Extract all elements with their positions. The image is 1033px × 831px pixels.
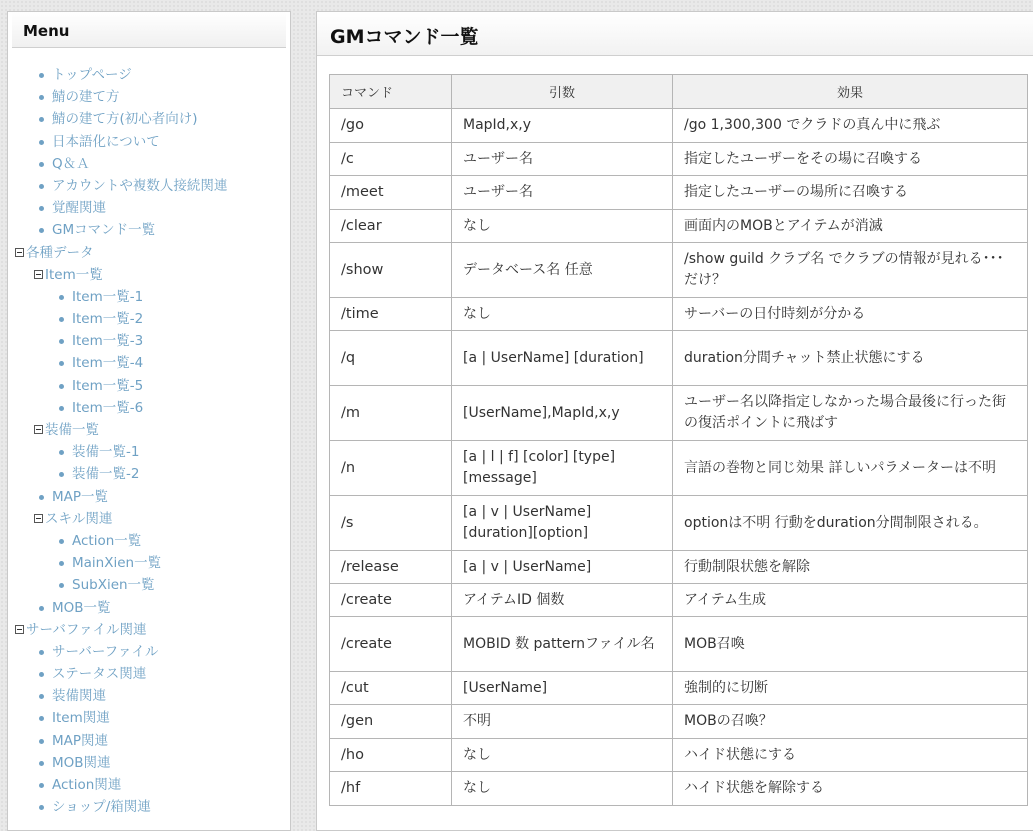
table-row: [330, 617, 1028, 672]
cell-effect: アイテム生成: [673, 584, 1028, 617]
gm-command-table: [329, 74, 1028, 806]
sidebar-section[interactable]: [8, 619, 290, 641]
sidebar-item[interactable]: [8, 86, 290, 108]
table-header-row: [330, 75, 1028, 109]
cell-command: /ho: [330, 739, 452, 772]
cell-effect: サーバーの日付時刻が分かる: [673, 298, 1028, 331]
sidebar-item[interactable]: [8, 308, 290, 330]
sidebar-title: Menu: [12, 12, 286, 48]
bullet-icon: [39, 95, 44, 100]
sidebar-item-label: 各種データ: [26, 244, 94, 261]
bullet-icon: [39, 184, 44, 189]
cell-args: 不明: [452, 705, 673, 739]
sidebar-item-label: MAP関連: [52, 732, 109, 749]
sidebar-item[interactable]: [8, 197, 290, 219]
cell-effect: MOB召喚: [673, 617, 1028, 672]
collapse-toggle-icon[interactable]: [15, 625, 24, 634]
sidebar-item-label: 装備一覧-2: [72, 466, 140, 483]
sidebar-item-label: Item一覧: [45, 266, 103, 283]
cell-effect: ユーザー名以降指定しなかった場合最後に行った街の復活ポイントに飛ばす: [673, 386, 1028, 441]
cell-command: /meet: [330, 176, 452, 210]
sidebar-item[interactable]: [8, 375, 290, 397]
sidebar-item-label: Item一覧-3: [72, 333, 144, 350]
sidebar-section[interactable]: [8, 508, 290, 530]
table-row: [330, 584, 1028, 617]
sidebar-item[interactable]: [8, 730, 290, 752]
sidebar-item-label: Item一覧-4: [72, 355, 144, 372]
cell-effect: 指定したユーザーの場所に召喚する: [673, 176, 1028, 210]
table-row: [330, 331, 1028, 386]
sidebar: [7, 11, 291, 831]
cell-command: /m: [330, 386, 452, 441]
bullet-icon: [59, 361, 64, 366]
sidebar-item[interactable]: [8, 641, 290, 663]
table-row: [330, 243, 1028, 298]
table-row: [330, 739, 1028, 772]
sidebar-item[interactable]: [8, 574, 290, 596]
table-row: [330, 386, 1028, 441]
cell-args: [a | v | UserName]: [452, 551, 673, 584]
bullet-icon: [39, 694, 44, 699]
sidebar-item[interactable]: [8, 441, 290, 463]
sidebar-section[interactable]: [8, 242, 290, 264]
cell-effect: /show guild クラブ名 でクラブの情報が見れる･･･だけ？: [673, 243, 1028, 298]
sidebar-item-label: Item一覧-5: [72, 377, 144, 394]
cell-args: アイテムID 個数: [452, 584, 673, 617]
cell-effect: ハイド状態を解除する: [673, 772, 1028, 806]
sidebar-item-label: スキル関連: [45, 510, 113, 527]
table-row: [330, 298, 1028, 331]
bullet-icon: [59, 450, 64, 455]
sidebar-item-label: ステータス関連: [52, 666, 147, 683]
sidebar-item[interactable]: [8, 330, 290, 352]
cell-effect: /go 1,300,300 でクラドの真ん中に飛ぶ: [673, 109, 1028, 143]
cell-args: [a | v | UserName][duration][option]: [452, 496, 673, 551]
sidebar-item[interactable]: [8, 219, 290, 241]
cell-command: /c: [330, 143, 452, 176]
cell-args: [a | UserName] [duration]: [452, 331, 673, 386]
cell-command: /time: [330, 298, 452, 331]
sidebar-item[interactable]: [8, 397, 290, 419]
bullet-icon: [39, 805, 44, 810]
sidebar-item-label: トップページ: [52, 67, 132, 83]
bullet-icon: [59, 317, 64, 322]
cell-command: /clear: [330, 210, 452, 243]
bullet-icon: [59, 561, 64, 566]
cell-command: /s: [330, 496, 452, 551]
sidebar-item[interactable]: [8, 552, 290, 574]
table-row: [330, 210, 1028, 243]
sidebar-item[interactable]: [8, 131, 290, 153]
collapse-toggle-icon[interactable]: [15, 248, 24, 257]
sidebar-item-label: Item一覧-6: [72, 399, 144, 416]
table-row: [330, 551, 1028, 584]
sidebar-item[interactable]: [8, 64, 290, 86]
bullet-icon: [39, 162, 44, 167]
sidebar-item-label: MOB関連: [52, 754, 111, 771]
cell-args: なし: [452, 298, 673, 331]
cell-command: /create: [330, 584, 452, 617]
collapse-toggle-icon[interactable]: [34, 514, 43, 523]
sidebar-item-label: GMコマンド一覧: [52, 222, 156, 239]
bullet-icon: [59, 339, 64, 344]
page-title: GMコマンド一覧: [317, 12, 1033, 56]
cell-effect: ハイド状態にする: [673, 739, 1028, 772]
sidebar-item-label: MOB一覧: [52, 599, 111, 616]
cell-effect: 指定したユーザーをその場に召喚する: [673, 143, 1028, 176]
bullet-icon: [39, 228, 44, 233]
sidebar-item-label: サーバファイル関連: [26, 621, 147, 638]
sidebar-item-label: SubXien一覧: [72, 577, 155, 594]
sidebar-item-label: 鯖の建て方(初心者向け): [52, 111, 198, 128]
bullet-icon: [39, 739, 44, 744]
cell-args: MOBID 数 patternファイル名: [452, 617, 673, 672]
sidebar-item-label: ショップ/箱関連: [52, 799, 151, 816]
bullet-icon: [39, 650, 44, 655]
sidebar-item[interactable]: [8, 175, 290, 197]
sidebar-item[interactable]: [8, 463, 290, 485]
column-header-command: コマンド: [330, 75, 452, 109]
bullet-icon: [59, 472, 64, 477]
cell-args: ユーザー名: [452, 143, 673, 176]
cell-effect: duration分間チャット禁止状態にする: [673, 331, 1028, 386]
sidebar-item-label: 装備一覧: [45, 422, 99, 438]
sidebar-item-label: MAP一覧: [52, 488, 109, 505]
table-row: [330, 772, 1028, 806]
bullet-icon: [39, 716, 44, 721]
cell-args: MapId,x,y: [452, 109, 673, 143]
cell-args: データベース名 任意: [452, 243, 673, 298]
bullet-icon: [59, 583, 64, 588]
sidebar-item[interactable]: [8, 685, 290, 707]
cell-effect: MOBの召喚？: [673, 705, 1028, 739]
table-row: [330, 441, 1028, 496]
sidebar-section[interactable]: [8, 419, 290, 441]
cell-command: /release: [330, 551, 452, 584]
sidebar-menu: [8, 48, 290, 818]
sidebar-item[interactable]: [8, 752, 290, 774]
sidebar-item-label: Q＆Ａ: [52, 155, 90, 172]
table-row: [330, 496, 1028, 551]
sidebar-item[interactable]: [8, 530, 290, 552]
cell-command: /n: [330, 441, 452, 496]
bullet-icon: [59, 539, 64, 544]
bullet-icon: [39, 140, 44, 145]
sidebar-item-label: Item一覧-1: [72, 288, 144, 305]
cell-command: /create: [330, 617, 452, 672]
column-header-effect: 効果: [673, 75, 1028, 109]
cell-command: /q: [330, 331, 452, 386]
table-row: [330, 143, 1028, 176]
sidebar-item[interactable]: [8, 286, 290, 308]
bullet-icon: [59, 295, 64, 300]
bullet-icon: [39, 783, 44, 788]
sidebar-item-label: 装備一覧-1: [72, 444, 140, 461]
sidebar-section[interactable]: [8, 264, 290, 286]
collapse-toggle-icon[interactable]: [34, 270, 43, 279]
cell-args: [UserName]: [452, 672, 673, 705]
table-row: [330, 109, 1028, 143]
bullet-icon: [39, 761, 44, 766]
bullet-icon: [39, 672, 44, 677]
sidebar-item[interactable]: [8, 796, 290, 818]
table-row: [330, 672, 1028, 705]
sidebar-item-label: 装備関連: [52, 688, 106, 705]
cell-effect: 言語の巻物と同じ効果 詳しいパラメーターは不明: [673, 441, 1028, 496]
bullet-icon: [39, 206, 44, 211]
sidebar-item-label: アカウントや複数人接続関連: [52, 177, 228, 194]
cell-command: /show: [330, 243, 452, 298]
cell-args: ユーザー名: [452, 176, 673, 210]
cell-args: なし: [452, 772, 673, 806]
bullet-icon: [59, 384, 64, 389]
sidebar-item-label: 鯖の建て方: [52, 89, 120, 106]
sidebar-item[interactable]: [8, 597, 290, 619]
cell-effect: 強制的に切断: [673, 672, 1028, 705]
collapse-toggle-icon[interactable]: [34, 425, 43, 434]
sidebar-item-label: Item関連: [52, 710, 110, 727]
cell-args: [a | l | f] [color] [type] [message]: [452, 441, 673, 496]
cell-effect: 画面内のMOBとアイテムが消滅: [673, 210, 1028, 243]
column-header-args: 引数: [452, 75, 673, 109]
cell-args: なし: [452, 739, 673, 772]
sidebar-item-label: 覚醒関連: [52, 200, 106, 217]
table-row: [330, 705, 1028, 739]
sidebar-item[interactable]: [8, 352, 290, 374]
sidebar-item-label: MainXien一覧: [72, 555, 162, 572]
bullet-icon: [59, 406, 64, 411]
sidebar-item-label: サーバーファイル: [52, 643, 159, 660]
main-content: [316, 11, 1033, 831]
cell-command: /gen: [330, 705, 452, 739]
cell-command: /hf: [330, 772, 452, 806]
sidebar-item-label: Item一覧-2: [72, 311, 144, 328]
bullet-icon: [39, 73, 44, 78]
sidebar-item[interactable]: [8, 486, 290, 508]
bullet-icon: [39, 495, 44, 500]
sidebar-item[interactable]: [8, 153, 290, 175]
sidebar-item[interactable]: [8, 108, 290, 130]
sidebar-item[interactable]: [8, 707, 290, 729]
sidebar-item-label: 日本語化について: [52, 133, 160, 150]
table-row: [330, 176, 1028, 210]
cell-effect: optionは不明 行動をduration分間制限される。: [673, 496, 1028, 551]
sidebar-item-label: Action関連: [52, 777, 122, 793]
sidebar-item[interactable]: [8, 663, 290, 685]
sidebar-item-label: Action一覧: [72, 532, 142, 549]
cell-args: [UserName],MapId,x,y: [452, 386, 673, 441]
cell-effect: 行動制限状態を解除: [673, 551, 1028, 584]
bullet-icon: [39, 606, 44, 611]
cell-args: なし: [452, 210, 673, 243]
sidebar-item[interactable]: [8, 774, 290, 796]
cell-command: /cut: [330, 672, 452, 705]
bullet-icon: [39, 117, 44, 122]
cell-command: /go: [330, 109, 452, 143]
